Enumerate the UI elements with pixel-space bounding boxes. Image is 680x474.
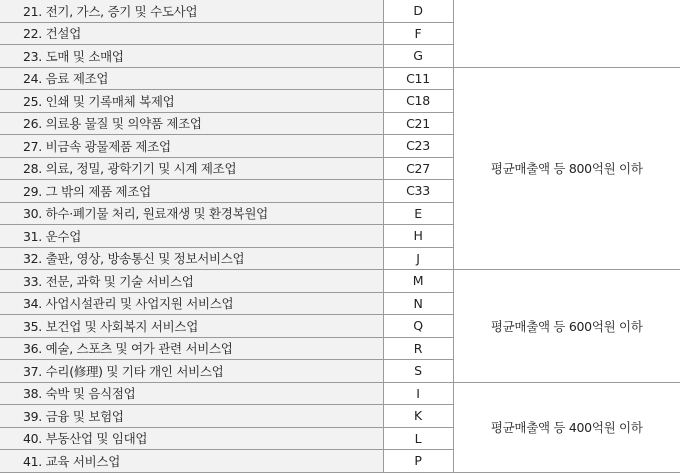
industry-code: L <box>383 427 453 450</box>
industry-code: N <box>383 292 453 315</box>
size-criterion: 평균매출액 등 600억원 이하 <box>453 270 680 383</box>
table-row <box>0 67 680 90</box>
industry-name: 31. 운수업 <box>0 225 383 248</box>
industry-name: 26. 의료용 물질 및 의약품 제조업 <box>0 112 383 135</box>
industry-code: C21 <box>383 112 453 135</box>
industry-name: 22. 건설업 <box>0 22 383 45</box>
industry-code: D <box>383 0 453 22</box>
industry-name: 40. 부동산업 및 임대업 <box>0 427 383 450</box>
industry-name: 28. 의료, 정밀, 광학기기 및 시계 제조업 <box>0 157 383 180</box>
industry-code: C27 <box>383 157 453 180</box>
industry-name: 38. 숙박 및 음식점업 <box>0 382 383 405</box>
industry-code: F <box>383 22 453 45</box>
industry-name: 27. 비금속 광물제품 제조업 <box>0 135 383 158</box>
industry-name: 23. 도매 및 소매업 <box>0 45 383 68</box>
industry-code: E <box>383 202 453 225</box>
industry-name: 33. 전문, 과학 및 기술 서비스업 <box>0 270 383 293</box>
industry-code: H <box>383 225 453 248</box>
industry-name: 36. 예술, 스포츠 및 여가 관련 서비스업 <box>0 337 383 360</box>
industry-name: 37. 수리(修理) 및 기타 개인 서비스업 <box>0 360 383 383</box>
industry-code: K <box>383 405 453 428</box>
industry-code: C23 <box>383 135 453 158</box>
industry-code: P <box>383 450 453 473</box>
industry-name: 21. 전기, 가스, 증기 및 수도사업 <box>0 0 383 22</box>
size-criterion <box>453 0 680 67</box>
industry-name: 35. 보건업 및 사회복지 서비스업 <box>0 315 383 338</box>
table-row <box>0 0 680 22</box>
industry-code: J <box>383 247 453 270</box>
table-row <box>0 382 680 405</box>
industry-code: C11 <box>383 67 453 90</box>
industry-code: Q <box>383 315 453 338</box>
size-criterion: 평균매출액 등 800억원 이하 <box>453 67 680 270</box>
industry-code: M <box>383 270 453 293</box>
industry-name: 25. 인쇄 및 기록매체 복제업 <box>0 90 383 113</box>
table-row <box>0 270 680 293</box>
industry-code: C33 <box>383 180 453 203</box>
size-criterion: 평균매출액 등 400억원 이하 <box>453 382 680 472</box>
industry-name: 39. 금융 및 보험업 <box>0 405 383 428</box>
industry-name: 34. 사업시설관리 및 사업지원 서비스업 <box>0 292 383 315</box>
industry-name: 29. 그 밖의 제품 제조업 <box>0 180 383 203</box>
industry-code: S <box>383 360 453 383</box>
industry-code: I <box>383 382 453 405</box>
industry-code: C18 <box>383 90 453 113</box>
industry-name: 30. 하수·폐기물 처리, 원료재생 및 환경복원업 <box>0 202 383 225</box>
industry-name: 24. 음료 제조업 <box>0 67 383 90</box>
industry-code: G <box>383 45 453 68</box>
industry-code: R <box>383 337 453 360</box>
industry-name: 32. 출판, 영상, 방송통신 및 정보서비스업 <box>0 247 383 270</box>
industry-name: 41. 교육 서비스업 <box>0 450 383 473</box>
